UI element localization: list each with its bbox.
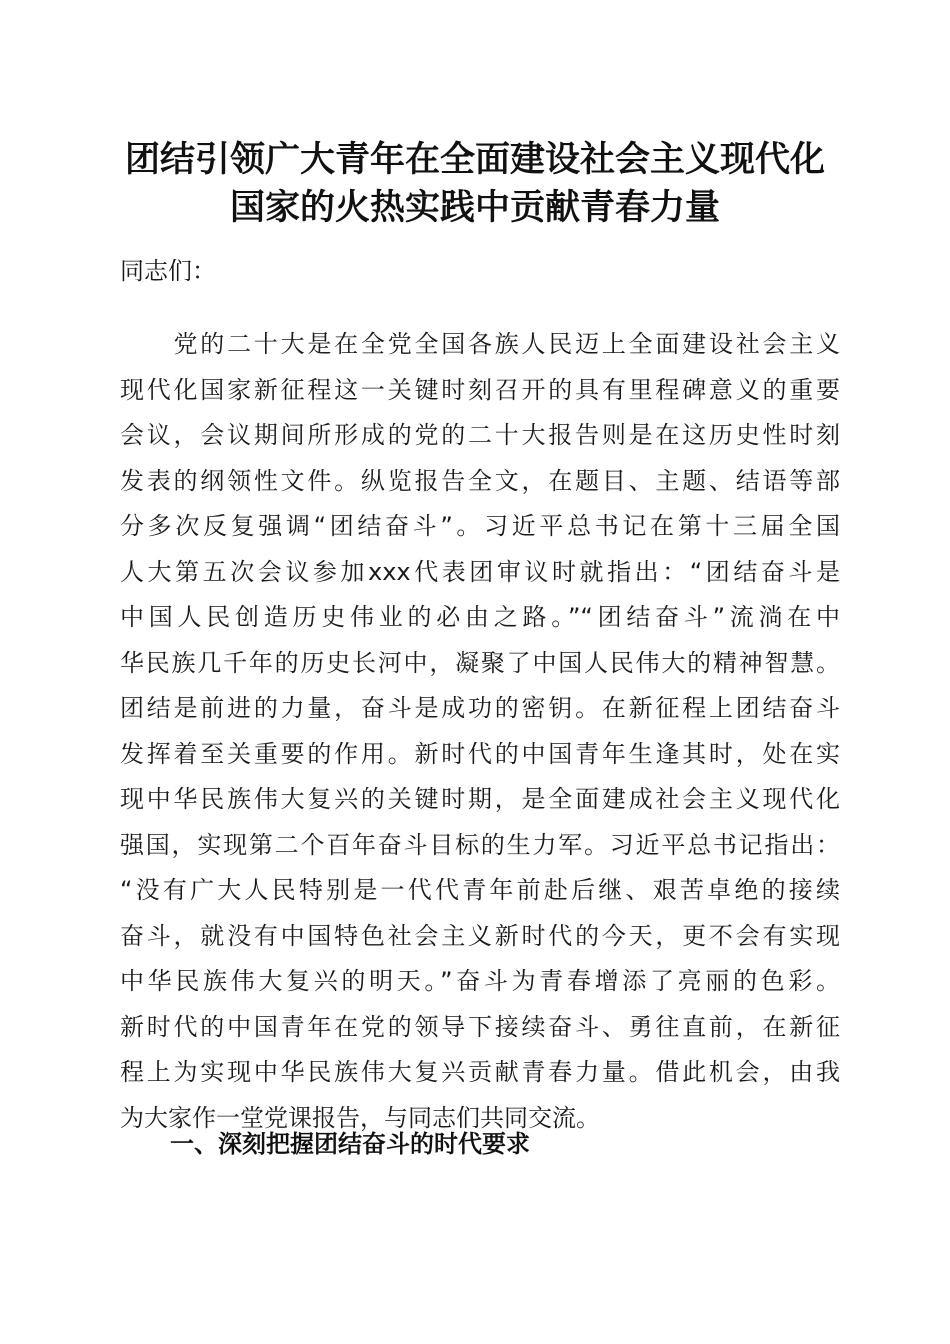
paragraph-line: 会议，会议期间所形成的党的二十大报告则是在这历史性时刻 [120, 421, 840, 449]
paragraph-line: 中国人民创造历史伟业的必由之路。”“团结奋斗”流淌在中 [120, 603, 840, 631]
paragraph-line: 党的二十大是在全党全国各族人民迈上全面建设社会主义 [120, 330, 840, 358]
paragraph-line: “没有广大人民特别是一代代青年前赴后继、艰苦卓绝的接续 [120, 876, 840, 904]
paragraph-line: 现代化国家新征程这一关键时刻召开的具有里程碑意义的重要 [120, 375, 840, 404]
paragraph-line: 现中华民族伟大复兴的关键时期，是全面建成社会主义现代化 [120, 785, 840, 813]
paragraph-line: 发表的纲领性文件。纵览报告全文，在题目、主题、结语等部 [120, 466, 840, 495]
paragraph-line: 发挥着至关重要的作用。新时代的中国青年生逢其时，处在实 [120, 739, 840, 768]
paragraph-line: 奋斗，就没有中国特色社会主义新时代的今天，更不会有实现 [120, 921, 840, 950]
paragraph-line: 分多次反复强调“团结奋斗”。习近平总书记在第十三届全国 [120, 512, 840, 540]
body-paragraph [120, 322, 840, 1141]
salutation: 同志们： [120, 257, 216, 285]
title-line-1: 团结引领广大青年在全面建设社会主义现代化 [124, 139, 825, 180]
paragraph-line: 强国，实现第二个百年奋斗目标的生力军。习近平总书记指出： [120, 830, 840, 859]
paragraph-line: 新时代的中国青年在党的领导下接续奋斗、勇往直前，在新征 [120, 1012, 840, 1041]
paragraph-line: 中华民族伟大复兴的明天。”奋斗为青春增添了亮丽的色彩。 [120, 967, 840, 995]
document-title [100, 136, 850, 232]
title-line-2: 国家的火热实践中贡献青春力量 [229, 187, 720, 228]
paragraph-line: 华民族几千年的历史长河中，凝聚了中国人民伟大的精神智慧。 [120, 648, 840, 677]
section-heading: 一、深刻把握团结奋斗的时代要求 [170, 1130, 530, 1158]
paragraph-line: 团结是前进的力量，奋斗是成功的密钥。在新征程上团结奋斗 [120, 694, 840, 722]
paragraph-line: 程上为实现中华民族伟大复兴贡献青春力量。借此机会，由我 [120, 1058, 840, 1086]
paragraph-line: 人大第五次会议参加xxx代表团审议时就指出：“团结奋斗是 [120, 557, 840, 586]
paragraph-line: 为大家作一堂党课报告，与同志们共同交流。 [120, 1103, 600, 1132]
